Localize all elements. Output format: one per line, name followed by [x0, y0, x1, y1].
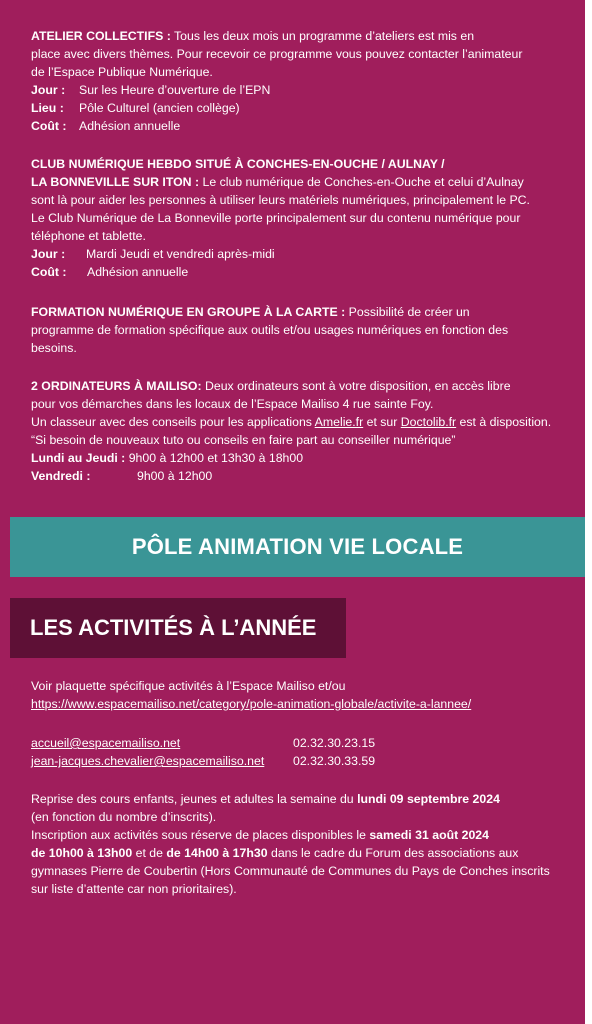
activites-text: Voir plaquette spécifique activités à l’Espace Mailiso et/ou: [31, 679, 346, 693]
club-text: Le club numérique de Conches-en-Ouche et celui d’Aulnay: [199, 175, 524, 189]
lundi-label: Lundi au Jeudi :: [31, 451, 126, 465]
club-section: [31, 155, 571, 281]
contact-row: [31, 734, 571, 752]
phone-number: 02.32.30.23.15: [293, 736, 376, 750]
jour-value: Sur les Heure d’ouverture de l’EPN: [79, 83, 271, 97]
phone-number: 02.32.30.33.59: [293, 754, 376, 768]
contact-row: [31, 752, 571, 770]
club-heading: CLUB NUMÉRIQUE HEBDO SITUÉ À CONCHES-EN-OUCHE / AULNAY /: [31, 157, 445, 171]
reprise-section: [31, 790, 571, 898]
lieu-value: Pôle Culturel (ancien collège): [79, 101, 240, 115]
ordinateurs-quote: “Si besoin de nouveaux tuto ou conseils en faire part au conseiller numérique”: [31, 433, 456, 447]
club-cout-label: Coût :: [31, 265, 67, 279]
cout-label: Coût :: [31, 119, 67, 133]
ordinateurs-heading: 2 ORDINATEURS À MAILISO:: [31, 379, 202, 393]
activites-link[interactable]: https://www.espacemailiso.net/category/pole-animation-globale/activite-a-lannee/: [31, 697, 472, 711]
email-link[interactable]: accueil@espacemailiso.net: [31, 736, 181, 750]
reprise-text-2: (en fonction du nombre d’inscrits).: [31, 810, 217, 824]
reprise-text: Reprise des cours enfants, jeunes et adultes la semaine du: [31, 792, 358, 806]
atelier-section: [31, 27, 571, 135]
activites-title: LES ACTIVITÉS À L’ANNÉE: [10, 598, 346, 658]
page-edge: [585, 0, 592, 1024]
vendredi-value: 9h00 à 12h00: [137, 469, 213, 483]
atelier-text-3: de l’Espace Publique Numérique.: [31, 65, 213, 79]
contacts-section: [31, 734, 571, 770]
club-jour-value: Mardi Jeudi et vendredi après-midi: [86, 247, 275, 261]
cout-value: Adhésion annuelle: [79, 119, 181, 133]
club-text-2: sont là pour aider les personnes à utiliser leurs matériels numériques, principalement le PC.: [31, 193, 530, 207]
inscription-time-2: de 14h00 à 17h30: [166, 846, 268, 860]
ordinateurs-section: [31, 377, 571, 485]
inscription-text: Inscription aux activités sous réserve de places disponibles le: [31, 828, 370, 842]
amelie-link[interactable]: Amelie.fr: [314, 415, 364, 429]
doctolib-link[interactable]: Doctolib.fr: [400, 415, 457, 429]
atelier-heading: ATELIER COLLECTIFS :: [31, 29, 171, 43]
formation-section: [31, 303, 571, 357]
atelier-text-2: place avec divers thèmes. Pour recevoir ce programme vous pouvez contacter l’animateur: [31, 47, 523, 61]
ordinateurs-text-3c: est à disposition.: [456, 415, 552, 429]
pole-animation-banner: PÔLE ANIMATION VIE LOCALE: [10, 517, 585, 577]
club-text-3: Le Club Numérique de La Bonneville porte principalement sur du contenu numérique pour: [31, 211, 521, 225]
club-cout-value: Adhésion annuelle: [87, 265, 189, 279]
email-link[interactable]: jean-jacques.chevalier@espacemailiso.net: [31, 754, 265, 768]
club-heading-2: LA BONNEVILLE SUR ITON :: [31, 175, 200, 189]
activites-section: [31, 677, 571, 713]
ordinateurs-text-3b: et sur: [363, 415, 401, 429]
lieu-label: Lieu :: [31, 101, 64, 115]
ordinateurs-text: Deux ordinateurs sont à votre disposition, en accès libre: [201, 379, 511, 393]
ordinateurs-text-3: Un classeur avec des conseils pour les applications: [31, 415, 315, 429]
reprise-date: lundi 09 septembre 2024: [357, 792, 500, 806]
inscription-text-2: et de: [132, 846, 167, 860]
inscription-text-5: sur liste d’attente car non prioritaires).: [31, 882, 237, 896]
inscription-text-4: gymnases Pierre de Coubertin (Hors Communauté de Communes du Pays de Conches inscrits: [31, 864, 550, 878]
inscription-date: samedi 31 août 2024: [369, 828, 489, 842]
inscription-text-3: dans le cadre du Forum des associations aux: [267, 846, 519, 860]
ordinateurs-text-2: pour vos démarches dans les locaux de l’Espace Mailiso 4 rue sainte Foy.: [31, 397, 434, 411]
atelier-text: Tous les deux mois un programme d’ateliers est mis en: [170, 29, 475, 43]
club-jour-label: Jour :: [31, 247, 66, 261]
formation-text-3: besoins.: [31, 341, 77, 355]
vendredi-label: Vendredi :: [31, 469, 91, 483]
lundi-value: 9h00 à 12h00 et 13h30 à 18h00: [128, 451, 304, 465]
formation-heading: FORMATION NUMÉRIQUE EN GROUPE À LA CARTE :: [31, 305, 346, 319]
formation-text: Possibilité de créer un: [345, 305, 470, 319]
jour-label: Jour :: [31, 83, 66, 97]
inscription-time-1: de 10h00 à 13h00: [31, 846, 133, 860]
club-text-4: téléphone et tablette.: [31, 229, 146, 243]
formation-text-2: programme de formation spécifique aux outils et/ou usages numériques en fonction des: [31, 323, 509, 337]
